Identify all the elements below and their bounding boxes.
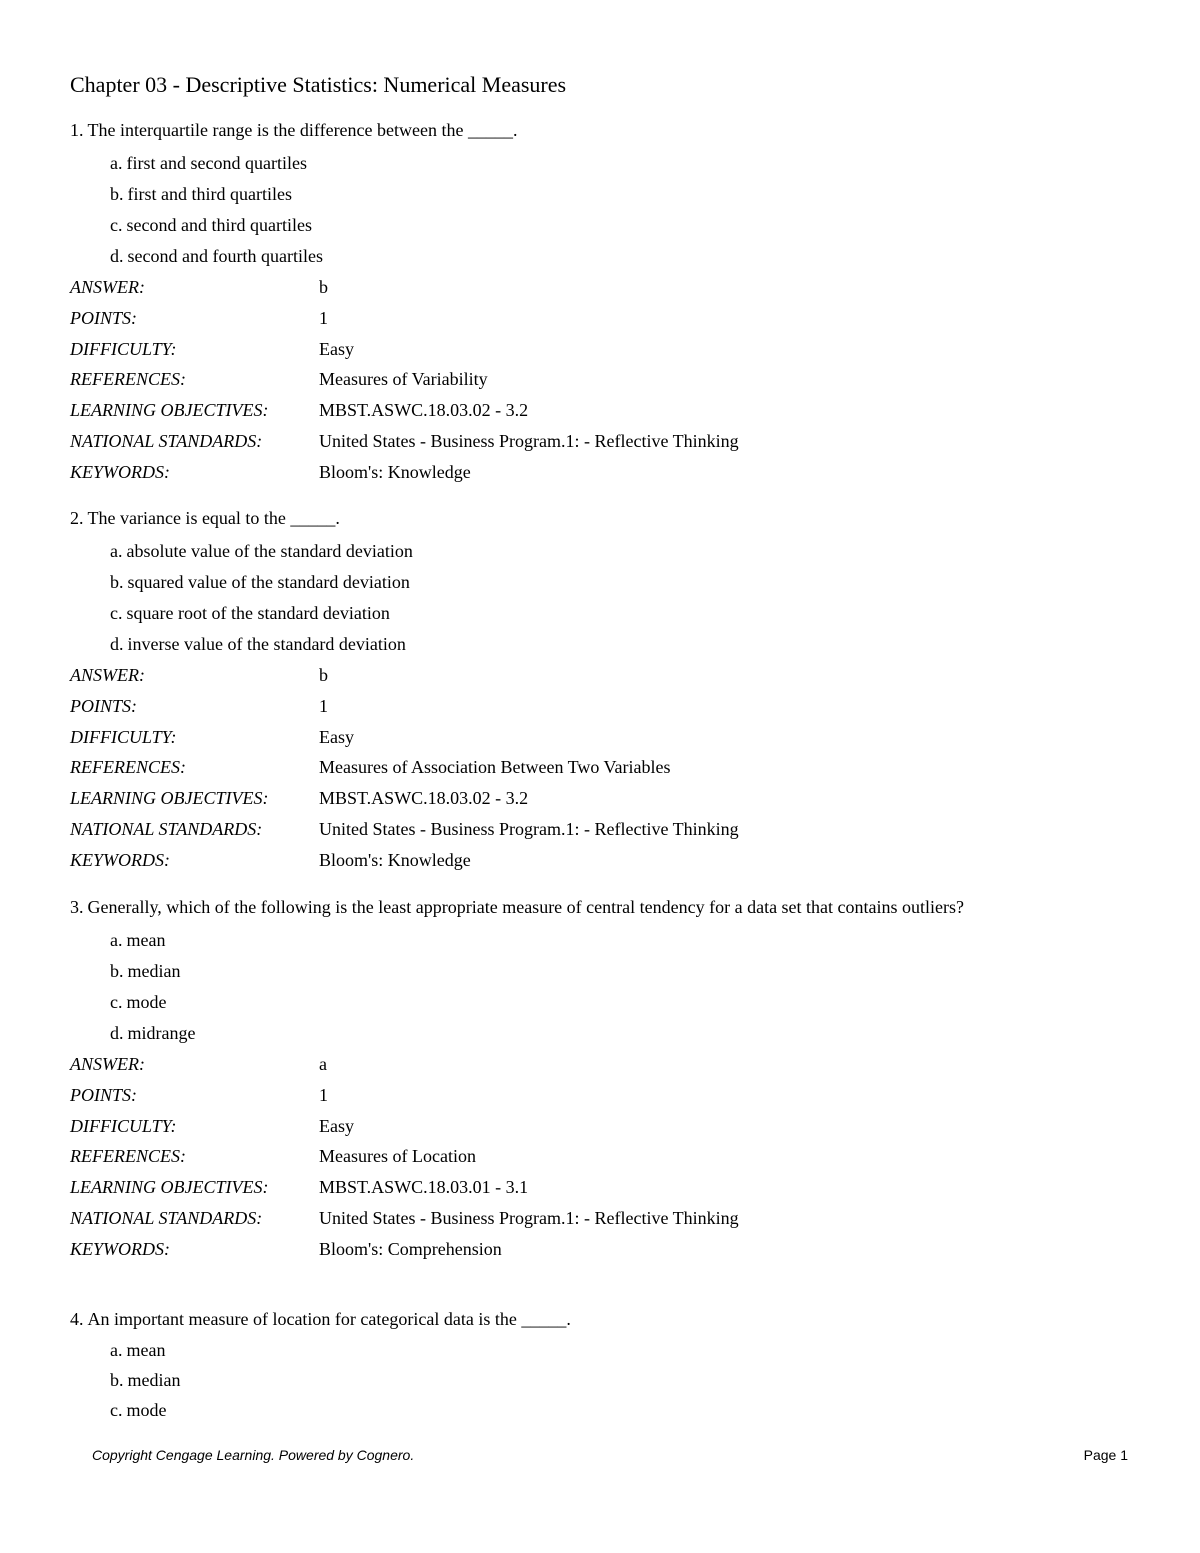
question-stem [70,895,1140,919]
difficulty-value: Easy [319,726,354,747]
choice-letter: d. [110,634,124,654]
question-number: 3. [70,897,84,917]
choice-a [110,925,1140,956]
learning-objectives-value: MBST.ASWC.18.03.01 - 3.1 [319,1177,529,1198]
national-standards-label: NATIONAL STANDARDS: [70,1207,263,1228]
national-standards-row [70,1203,1140,1234]
points-row [70,691,1140,722]
choice-b [110,567,1140,598]
question-metadata [70,1049,1140,1265]
points-value: 1 [319,695,328,716]
question-number: 2. [70,508,84,528]
keywords-value: Bloom's: Knowledge [319,461,471,482]
keywords-label: KEYWORDS: [70,1238,170,1259]
difficulty-row [70,334,1140,365]
learning-objectives-row [70,783,1140,814]
national-standards-value: United States - Business Program.1: - Reflective Thinking [319,1207,739,1228]
difficulty-row [70,722,1140,753]
choice-text: mean [126,1340,166,1360]
difficulty-row [70,1111,1140,1142]
choice-text: square root of the standard deviation [126,603,390,623]
points-label: POINTS: [70,1084,137,1105]
chapter-title: Chapter 03 - Descriptive Statistics: Numerical Measures [70,72,567,97]
answer-value: b [319,277,328,297]
answer-value: a [319,1054,327,1074]
choice-c [110,987,1140,1018]
keywords-label: KEYWORDS: [70,849,170,870]
question-4 [70,1307,1140,1425]
choice-letter: c. [110,992,123,1012]
answer-label: ANSWER: [70,1054,145,1074]
question-3 [70,895,1140,1265]
national-standards-row [70,426,1140,457]
choice-a [110,1335,1140,1365]
learning-objectives-label: LEARNING OBJECTIVES: [70,788,269,809]
references-label: REFERENCES: [70,757,186,778]
question-text: An important measure of location for categorical data is the _____. [87,1309,571,1329]
choice-letter: b. [110,572,124,592]
national-standards-value: United States - Business Program.1: - Reflective Thinking [319,430,739,451]
references-value: Measures of Association Between Two Variables [319,757,671,778]
choice-letter: d. [110,1023,124,1043]
points-label: POINTS: [70,695,137,716]
learning-objectives-row [70,395,1140,426]
question-stem [70,118,1140,142]
choice-text: squared value of the standard deviation [127,572,410,592]
points-row [70,303,1140,334]
difficulty-label: DIFFICULTY: [70,338,177,359]
choice-b [110,1365,1140,1395]
choice-text: median [127,1370,181,1390]
choice-text: median [127,961,181,981]
choice-a [110,148,1140,179]
choice-text: absolute value of the standard deviation [126,541,413,561]
references-value: Measures of Location [319,1146,476,1167]
learning-objectives-value: MBST.ASWC.18.03.02 - 3.2 [319,788,529,809]
choice-d [110,1018,1140,1049]
choice-list [70,148,1140,272]
choice-text: midrange [127,1023,196,1043]
references-row [70,752,1140,783]
choice-a [110,536,1140,567]
learning-objectives-label: LEARNING OBJECTIVES: [70,400,269,421]
choice-letter: a. [110,930,123,950]
question-number: 4. [70,1309,84,1329]
choice-letter: d. [110,246,124,266]
choice-c [110,210,1140,241]
question-2 [70,506,1140,876]
question-stem [70,506,1140,530]
choice-letter: c. [110,603,123,623]
keywords-label: KEYWORDS: [70,461,170,482]
points-label: POINTS: [70,307,137,328]
references-value: Measures of Variability [319,369,488,390]
references-row [70,364,1140,395]
national-standards-label: NATIONAL STANDARDS: [70,818,263,839]
choice-letter: b. [110,1370,124,1390]
question-metadata [70,272,1140,488]
footer-copyright: Copyright Cengage Learning. Powered by Cognero. [92,1447,415,1463]
question-number: 1. [70,120,84,140]
references-label: REFERENCES: [70,1146,186,1167]
choice-b [110,956,1140,987]
question-text: Generally, which of the following is the least appropriate measure of central tendency for a data set that contains outliers? [87,897,965,917]
answer-label: ANSWER: [70,277,145,297]
choice-c [110,1395,1140,1425]
keywords-value: Bloom's: Knowledge [319,849,471,870]
choice-text: second and third quartiles [126,215,312,235]
points-value: 1 [319,307,328,328]
national-standards-label: NATIONAL STANDARDS: [70,430,263,451]
choice-list [70,1335,1140,1425]
choice-text: mean [126,930,166,950]
choice-text: inverse value of the standard deviation [127,634,406,654]
choice-list [70,536,1140,660]
keywords-row [70,845,1140,876]
references-row [70,1141,1140,1172]
choice-c [110,598,1140,629]
choice-letter: b. [110,961,124,981]
question-stem [70,1307,1140,1331]
keywords-value: Bloom's: Comprehension [319,1238,502,1259]
choice-text: first and second quartiles [126,153,307,173]
difficulty-label: DIFFICULTY: [70,726,177,747]
difficulty-label: DIFFICULTY: [70,1115,177,1136]
choice-text: mode [126,992,167,1012]
national-standards-value: United States - Business Program.1: - Reflective Thinking [319,818,739,839]
points-value: 1 [319,1084,328,1105]
choice-letter: a. [110,541,123,561]
points-row [70,1080,1140,1111]
choice-letter: a. [110,1340,123,1360]
question-1 [70,118,1140,488]
choice-letter: a. [110,153,123,173]
answer-row [70,272,1140,303]
difficulty-value: Easy [319,1115,354,1136]
learning-objectives-value: MBST.ASWC.18.03.02 - 3.2 [319,400,529,421]
question-metadata [70,660,1140,876]
choice-text: second and fourth quartiles [127,246,323,266]
question-text: The variance is equal to the _____. [87,508,340,528]
answer-label: ANSWER: [70,665,145,685]
references-label: REFERENCES: [70,369,186,390]
keywords-row [70,457,1140,488]
footer-page-number: Page 1 [1083,1447,1128,1463]
answer-row [70,660,1140,691]
national-standards-row [70,814,1140,845]
difficulty-value: Easy [319,338,354,359]
keywords-row [70,1234,1140,1265]
choice-text: mode [126,1400,167,1420]
choice-list [70,925,1140,1049]
choice-letter: c. [110,215,123,235]
answer-value: b [319,665,328,685]
learning-objectives-label: LEARNING OBJECTIVES: [70,1177,269,1198]
choice-letter: c. [110,1400,123,1420]
choice-text: first and third quartiles [127,184,292,204]
answer-row [70,1049,1140,1080]
choice-d [110,241,1140,272]
learning-objectives-row [70,1172,1140,1203]
choice-b [110,179,1140,210]
choice-d [110,629,1140,660]
question-text: The interquartile range is the difference between the _____. [87,120,518,140]
choice-letter: b. [110,184,124,204]
